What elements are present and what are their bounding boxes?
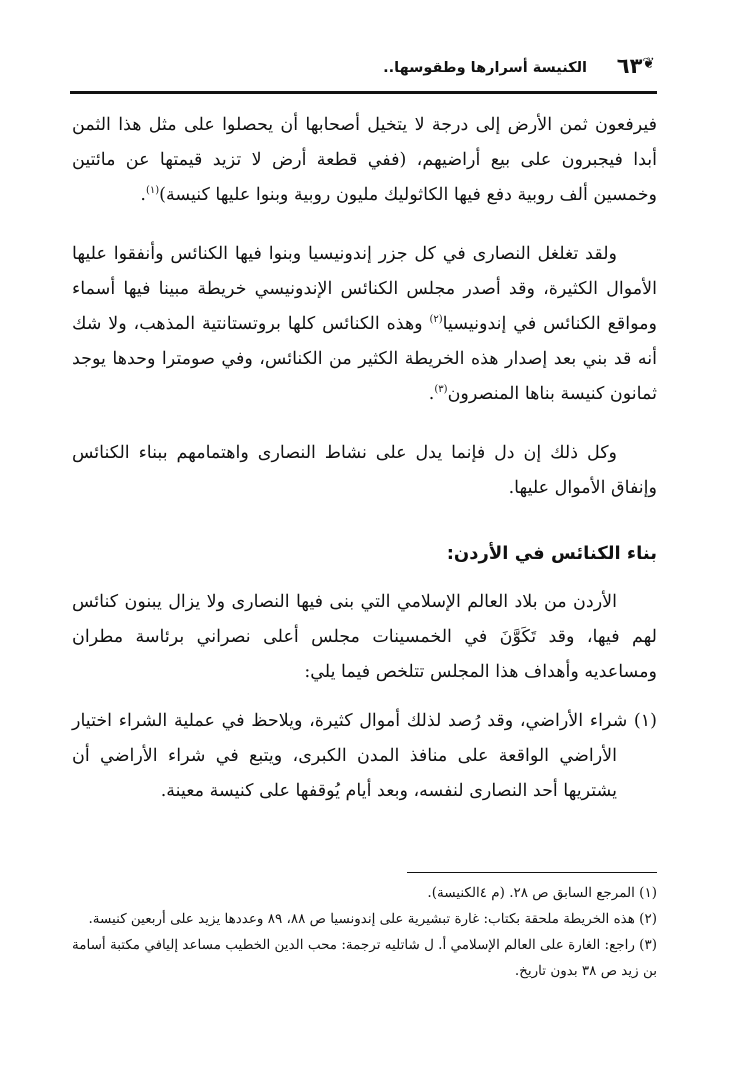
footnote-ref: (٢)	[429, 314, 443, 326]
paragraph: فيرفعون ثمن الأرض إلى درجة لا يتخيل أصحابها أن يحصلوا على مثل هذا الثمن أبدا فيجبرون على بيع أراضيهم، (ففي قطعة أرض لا تزيد قيمتها عن مائتين وخمسين ألف روبية دفع فيها الكاثوليك مليون روبية وبنوا عليها كنيسة)$^{(١)}$.	[72, 115, 657, 205]
footnotes	[72, 880, 657, 984]
page-number: ❦٦٣	[616, 54, 655, 78]
section-intro: الأردن من بلاد العالم الإسلامي التي بنى فيها النصارى ولا يزال يبنون كنائس لهم فيها، وقد تَكَوَّنَ في الخمسينات مجلس أعلى نصراني برئاسة مطران ومساعديه وأهداف هذا المجلس تتلخص فيما يلي:	[72, 592, 657, 682]
paragraph: وكل ذلك إن دل فإنما يدل على نشاط النصارى واهتمامهم ببناء الكنائس وإنفاق الأموال عليها.	[72, 443, 657, 498]
footnote: (٢) هذه الخريطة ملحقة بكتاب: غارة تبشيرية على إندونسيا ص ٨٨، ٨٩ وعددها يزيد على أربعين كنيسة.	[88, 911, 657, 927]
footnote-ref: (١)	[145, 185, 160, 197]
header-title: الكنيسة أسرارها وطقوسها..	[383, 60, 587, 76]
footnote-ref: (٣)	[434, 384, 448, 396]
running-header	[70, 54, 657, 88]
section-heading: بناء الكنائس في الأردن:	[446, 543, 657, 564]
list-item: (١) شراء الأراضي، وقد رُصد لذلك أموال كثيرة، ويلاحظ في عملية الشراء اختيار الأراضي الواقعة على منافذ المدن الكبرى، ويتبع في شراء الأراضي أن يشتريها أحد النصارى لنفسه، وبعد أيام يُوقفها على كنيسة معينة.	[72, 711, 657, 801]
ornament-icon: ❦	[642, 54, 655, 72]
body-text	[72, 108, 657, 809]
header-rule	[70, 91, 657, 94]
footnote: (١) المرجع السابق ص ٢٨. (م ٤الكنيسة).	[427, 885, 657, 901]
footnote: (٣) راجع: الغارة على العالم الإسلامي أ. ل شاتليه ترجمة: محب الدين الخطيب مساعد إليافي مكتبة أسامة بن زيد ص ٣٨ بدون تاريخ.	[72, 937, 657, 979]
footnote-rule	[407, 872, 657, 873]
paragraph: ولقد تغلغل النصارى في كل جزر إندونيسيا وبنوا فيها الكنائس وأنفقوا عليها الأموال الكثيرة، وقد أصدر مجلس الكنائس الإندونيسي خريطة مبينا فيها أسماء ومواقع الكنائس في إندونيسيا$^{(٢)}$ وهذه الكنائس كلها بروتستانتية المذهب، ولا شك أنه قد بني بعد إصدار هذه الخريطة الكثير من الكنائس، وفي صومترا وحدها يوجد ثمانون كنيسة بناها المنصرون$^{(٣)}$.	[72, 244, 657, 404]
